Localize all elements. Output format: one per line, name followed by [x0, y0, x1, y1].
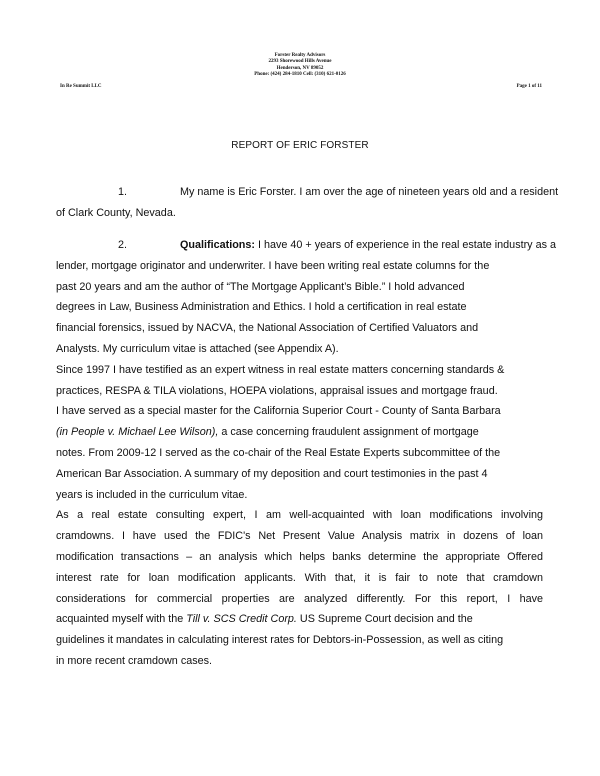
- letterhead-company: Forster Realty Advisors: [274, 53, 326, 58]
- paragraph-2-line: American Bar Association. A summary of my deposition and court testimonies in the past 4: [56, 467, 488, 480]
- paragraph-2-line: Since 1997 I have testified as an expert witness in real estate matters concerning standards &: [56, 363, 505, 376]
- paragraph-2-line: financial forensics, issued by NACVA, the National Association of Certified Valuators and: [56, 322, 479, 335]
- report-title: REPORT OF ERIC FORSTER: [231, 140, 369, 151]
- paragraph-3-line: guidelines it mandates in calculating interest rates for Debtors-in-Possession, as well as citing: [56, 634, 504, 647]
- letterhead-phones: Phone: (424) 284-1810 Cell: (310) 621-0126: [254, 72, 346, 78]
- paragraph-2-line: lender, mortgage originator and underwriter. I have been writing real estate columns for the: [56, 259, 490, 272]
- paragraph-3-line: modification transactions – an analysis which helps banks determine the appropriate Offered: [56, 551, 543, 564]
- report-body: [56, 182, 559, 672]
- paragraph-2-line: I have served as a special master for the California Superior Court - County of Santa Barbara: [56, 405, 501, 418]
- paragraph-2-line: past 20 years and am the author of “The Mortgage Applicant’s Bible.” I hold advanced: [56, 280, 465, 293]
- paragraph-3-line: considerations for commercial properties are analyzed differently. For this report, I have: [56, 592, 543, 605]
- paragraph-2-line: 2. Qualifications: I have 40 + years of experience in the real estate industry as a: [56, 235, 543, 256]
- paragraph-2-line: (in People v. Michael Lee Wilson), a case concerning fraudulent assignment of mortgage: [56, 426, 479, 439]
- paragraph-number: 1.: [118, 186, 128, 198]
- paragraph-1-line: of Clark County, Nevada.: [56, 206, 176, 219]
- paragraph-2-line: practices, RESPA & TILA violations, HOEPA violations, appraisal issues and mortgage fraud.: [56, 384, 498, 397]
- letterhead: [0, 53, 600, 79]
- paragraph-1-line: 1. My name is Eric Forster. I am over the age of nineteen years old and a resident: [56, 182, 543, 203]
- paragraph-number: 2.: [118, 239, 128, 252]
- paragraph-3-line: cramdowns. I have used the FDIC's Net Present Value Analysis matrix in dozens of loan: [56, 530, 543, 543]
- letterhead-street: 2293 Shorewood Hills Avenue: [268, 59, 332, 65]
- paragraph-3-line: in more recent cramdown cases.: [56, 655, 213, 668]
- paragraph-3-line: As a real estate consulting expert, I am well-acquainted with loan modifications involving: [56, 509, 543, 522]
- case-label: In Re Summit LLC: [60, 84, 102, 89]
- paragraph-2-line: degrees in Law, Business Administration and Ethics. I hold a certification in real estate: [56, 301, 467, 314]
- paragraph-3-line: interest rate for loan modification applicants. With that, it is fair to note that cramdown: [56, 571, 543, 584]
- qualifications-heading: Qualifications:: [180, 239, 255, 252]
- paragraph-3-line: acquainted myself with the Till v. SCS Credit Corp. US Supreme Court decision and the: [56, 613, 473, 626]
- paragraph-2-line: Analysts. My curriculum vitae is attached (see Appendix A).: [56, 343, 339, 356]
- till-case-citation: Till v. SCS Credit Corp.: [186, 613, 297, 626]
- paragraph-2-line: notes. From 2009-12 I served as the co-chair of the Real Estate Experts subcommittee of the: [56, 447, 501, 460]
- page-number: Page 1 of 11: [516, 84, 542, 89]
- case-citation: (in People v. Michael Lee Wilson),: [56, 426, 219, 439]
- letterhead-city: Henderson, NV 89052: [276, 65, 324, 71]
- paragraph-2-line: years is included in the curriculum vitae.: [56, 488, 248, 501]
